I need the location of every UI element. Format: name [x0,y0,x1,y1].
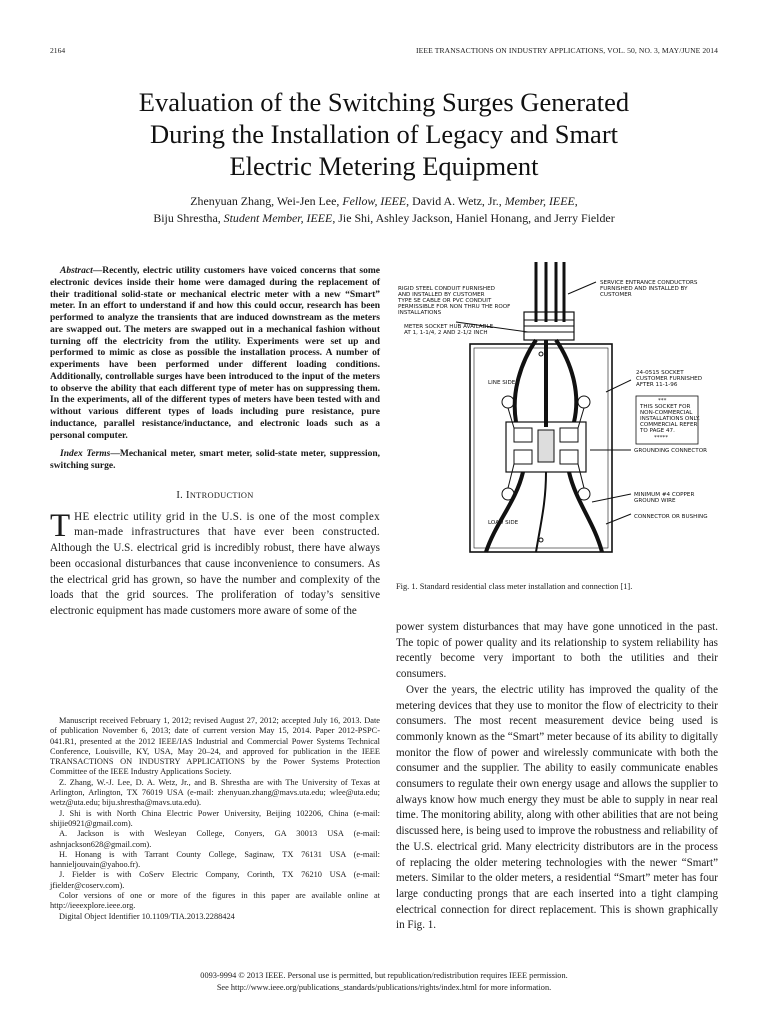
label-service-3: CUSTOMER [600,292,632,298]
copyright-line-1: 0093-9994 © 2013 IEEE. Personal use is permitted, but republication/redistribution requires IEEE permission. [200,971,568,980]
footnote-manuscript: Manuscript received February 1, 2012; revised August 27, 2012; accepted July 16, 2013. Date of publication November 6, 2013; date of current version May 15, 2014. Paper 2012-PSPC-041.R1, presented at the 2012 IEEE/IAS Industrial and Commercial Power Systems Technical Conference, Louisville, KY, USA, May 20–24, and approved for publication in the IEEE TRANSACTIONS ON INDUSTRY APPLICATIONS by the Power Systems Protection Committee of the IEEE Industry Applications Society. [50,716,380,777]
label-socket-1: 24-0515 SOCKET [636,370,684,376]
label-note-6: ***** [654,435,668,441]
label-hub-1: METER SOCKET HUB AVAILABLE [404,324,494,330]
label-note-2: NON-COMMERCIAL [640,410,693,416]
running-header [50,46,718,58]
label-note-0: *** [658,398,667,404]
section-heading: I. INTRODUCTION [176,489,254,501]
index-terms-text: —Mechanical meter, smart meter, solid-state meter, suppression, switching surge. [50,449,380,471]
right-column [396,620,718,934]
label-hub-2: AT 1, 1-1/4, 2 AND 2-1/2 INCH [404,330,488,336]
label-note-4: COMMERCIAL REFER [640,422,698,428]
paragraph: power system disturbances that may have gone unnoticed in the past. The topic of power quality and its relationship to system reliability has recently become very important to both the utilities and their consumers. [396,621,718,681]
copyright-notice [40,970,728,993]
title-line-3: Electric Metering Equipment [229,151,539,181]
index-terms-lead: Index Terms [60,449,111,460]
label-conduit-3: TYPE SE CABLE OR PVC CONDUIT [398,298,492,304]
label-grounding: GROUNDING CONNECTOR [634,448,707,454]
label-note-3: INSTALLATIONS ONLY. [640,416,700,422]
paper-title [60,86,708,182]
journal-name: IEEE TRANSACTIONS ON INDUSTRY APPLICATIONS, VOL. 50, NO. 3, MAY/JUNE 2014 [416,46,718,55]
label-copper-2: GROUND WIRE [634,498,676,504]
page-number: 2164 [50,46,66,55]
label-conduit-2: AND INSTALLED BY CUSTOMER [398,292,485,298]
copyright-line-2: See http://www.ieee.org/publications_standards/publications/rights/index.html for more information. [216,982,552,992]
label-socket-2: CUSTOMER FURNISHED [636,376,703,382]
label-line-side: LINE SIDE [488,380,516,386]
label-note-5: TO PAGE 47. [640,428,675,434]
figure-meter-socket [396,262,718,572]
label-neutral: NEUTRAL [544,386,550,412]
author-line-2: Biju Shrestha, Student Member, IEEE, Jie Shi, Ashley Jackson, Haniel Honang, and Jerry Fielder [153,211,615,225]
author-line-1: Zhenyuan Zhang, Wei-Jen Lee, Fellow, IEEE, David A. Wetz, Jr., Member, IEEE, [190,194,578,208]
index-terms [50,449,380,473]
abstract [50,266,380,442]
footnotes [50,716,380,922]
drop-cap: T [50,507,71,544]
label-service-2: FURNISHED AND INSTALLED BY [600,286,688,292]
footnote-affiliation: J. Shi is with North China Electric Power University, Beijing 102206, China (e-mail: shijie0921@gmail.com). [50,808,380,828]
footnote-affiliation: A. Jackson is with Wesleyan College, Conyers, GA 30013 USA (e-mail: ashnjackson628@gmail.com). [50,829,380,849]
footnote-affiliation: Z. Zhang, W.-J. Lee, D. A. Wetz, Jr., and B. Shrestha are with The University of Texas at Arlington, Arlington, TX 76019 USA (e-mail: zhenyuan.zhang@mavs.uta.edu; wlee@uta.edu; wetz@uta.edu; biju.shrestha@mavs.uta.edu). [50,777,380,808]
footnote-doi: Digital Object Identifier 10.1109/TIA.2013.2288424 [59,911,235,921]
label-conduit-5: INSTALLATIONS [398,310,442,316]
paragraph: Over the years, the electric utility has improved the quality of the metering devices that they use to monitor the flow of electricity to their consumers. The most recent measurement device being used is commonly known as the “Smart” meter because of its ability to digitally monitor the flow of power and wirelessly communicate with both the consumer and the supplier. The ability to easily communicate enables consumers to regulate their own energy usage and allows the supplier to always know how much energy they must be able to supply in near real time. The monitoring ability, along with other abilities that are not being discussed here, is being used to improve the robustness and reliability of the U.S. electrical grid. Many electricity distributors are in the process of replacing the older metering technologies with the newer “Smart” meters. Similar to the older meters, a residential “Smart” meter has four large conducting prongs that are each inserted into a tight clamping electrical connection for direct replacement. This is shown graphically in Fig. 1. [396,683,718,932]
left-column [50,266,380,620]
label-note-1: THIS SOCKET FOR [640,404,691,410]
footnote-affiliation: H. Honang is with Tarrant County College, Saginaw, TX 76131 USA (e-mail: hannieljouvain@yahoo.fr). [50,849,380,870]
label-load-side: LOAD SIDE [488,520,519,526]
label-service-1: SERVICE ENTRANCE CONDUCTORS [600,280,698,286]
footnote-affiliation: J. Fielder is with CoServ Electric Company, Corinth, TX 76210 USA (e-mail: jfielder@coserv.com). [50,870,380,890]
meter-socket-schematic [396,262,718,572]
label-conduit-1: RIGID STEEL CONDUIT FURNISHED [398,286,495,292]
label-copper-1: MINIMUM #4 COPPER [634,492,695,498]
title-line-1: Evaluation of the Switching Surges Generated [138,87,630,117]
abstract-text: —Recently, electric utility customers have voiced concerns that some electronic devices inside their home were damaged during the replacement of their traditional solid-state or mechanical electric meter with a new “Smart” meter. In an effort to understand if and how this could occur, research has been performed to analyze the transients that are induced downstream as the meters are swapped out. The meters are swapped out in a mechanical fashion without turning off the electricity from the utility. Experiments were set up and performed to mimic as close as possible the installation process. A number of experiments have been performed under different loading conditions. Additionally, controllable surges have been introduced to the input of the meters to observe the ability that each different type of meter has on suppressing them. In the experiments, all of the different types of meters have been tested with and without various different types of loads including pure resistance, pure inductance, parallel resistance/inductance, and electronic loads such as a personal computer. [50,266,380,441]
footnote-color: Color versions of one or more of the figures in this paper are available online at http://ieeexplore.ieee.org. [50,891,380,911]
figure-caption: Fig. 1. Standard residential class meter installation and connection [1]. [396,582,633,591]
intro-paragraph: THE electric utility grid in the U.S. is one of the most complex man-made infrastructures that have ever been constructed. Although the U.S. electrical grid is incredibly robust, there have always been occasional disturbances that cause inconvenience to consumers. As the electrical grid has grown, so have the number and complexity of the loads that the grid sources. The proliferation of today’s sensitive electronic equipment has made customers more aware of some of the [50,507,380,617]
author-list [40,193,728,227]
label-conduit-4: PERMISSIBLE FOR NON THRU THE ROOF [398,304,511,310]
title-line-2: During the Installation of Legacy and Smart [149,119,619,149]
label-bushing: CONNECTOR OR BUSHING [634,514,708,520]
abstract-lead: Abstract [60,266,93,276]
label-socket-3: AFTER 11-1-96 [636,382,678,388]
